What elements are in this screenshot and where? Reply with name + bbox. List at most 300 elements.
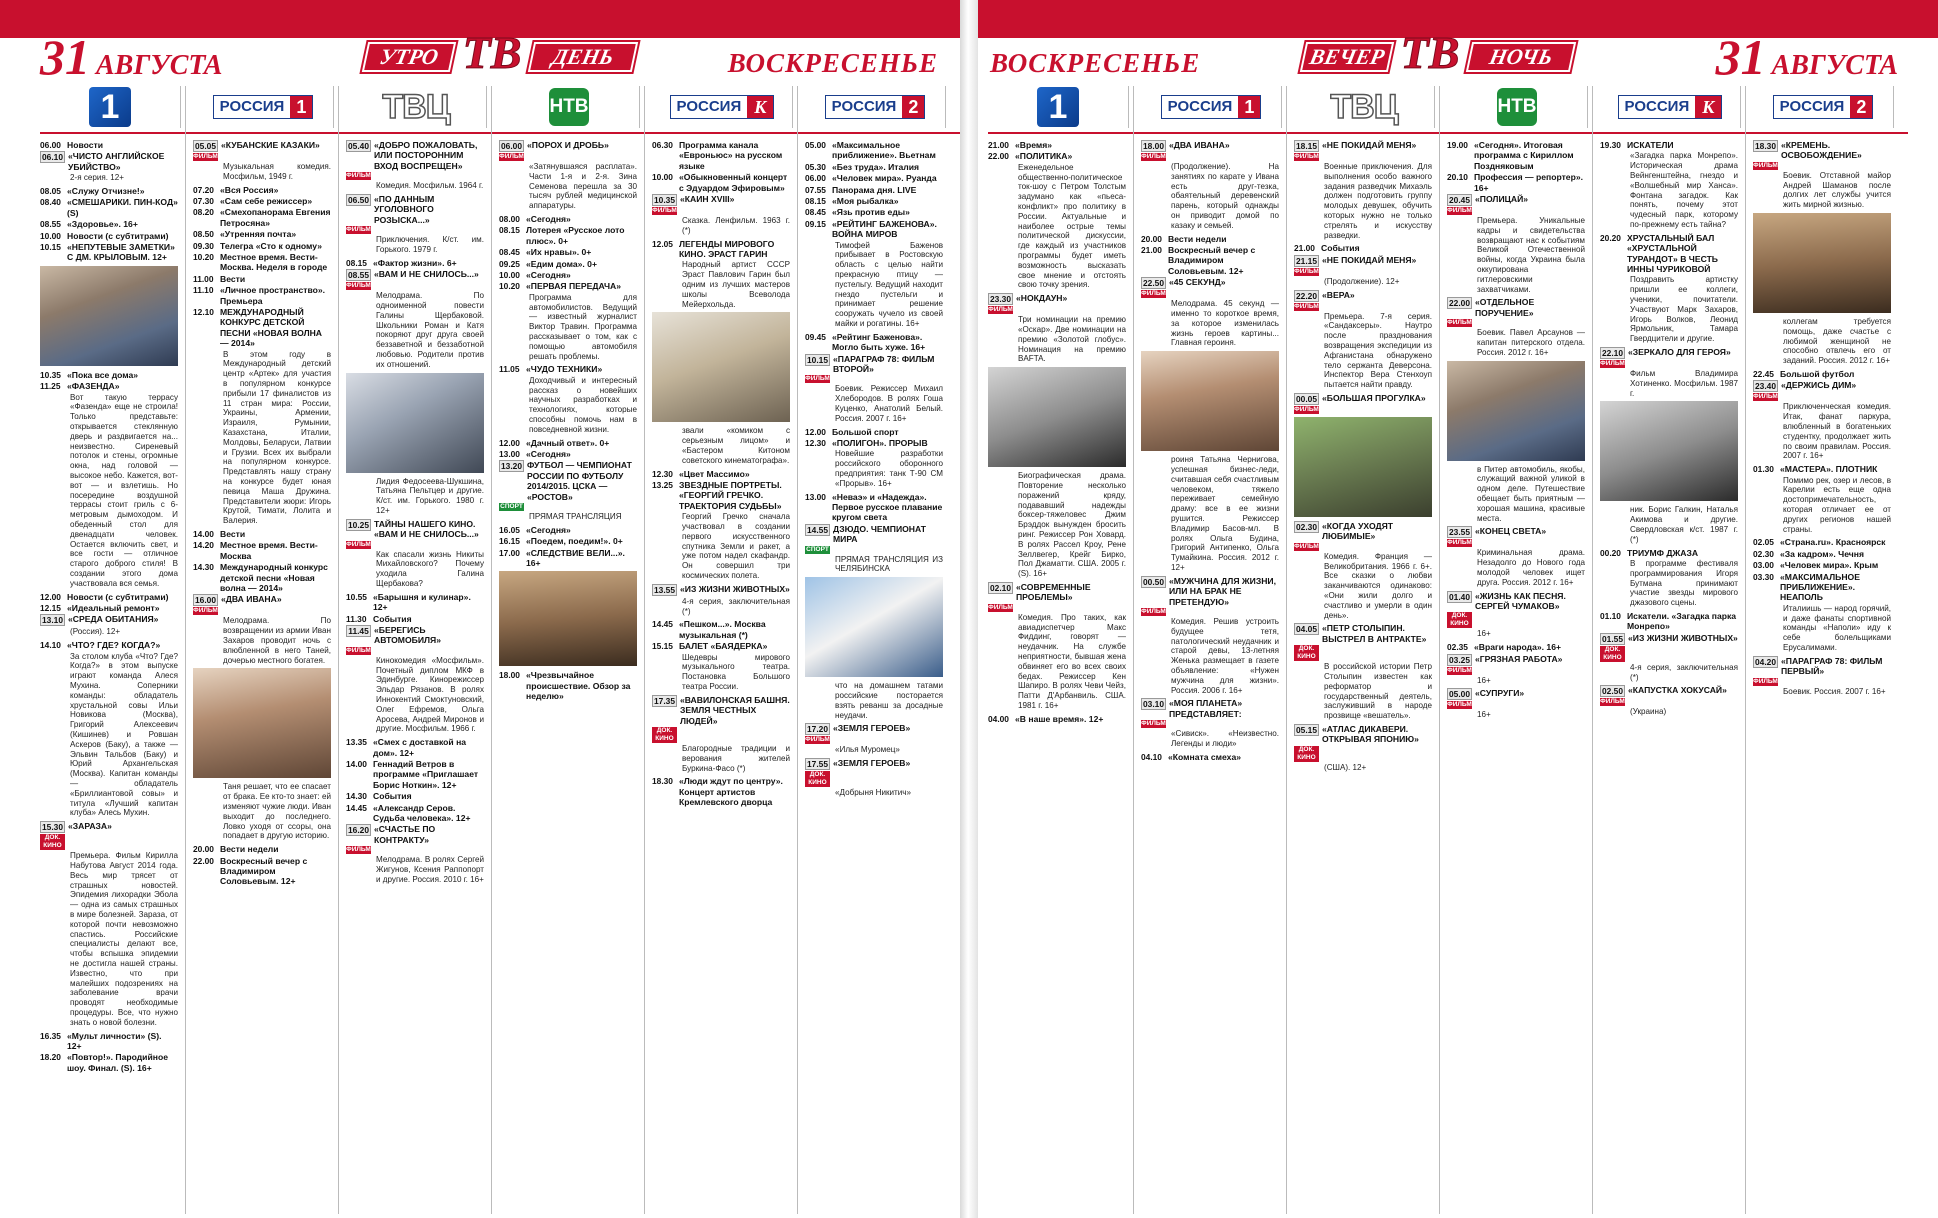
program-title — [1321, 243, 1432, 253]
program-listing — [1294, 290, 1432, 302]
program-genre-badge: ФИЛЬМ — [1753, 677, 1778, 685]
program-description: Боевик. Отставной майор Андрей Шаманов после долгих лет службы учится жить мирной жизнью. — [1783, 170, 1891, 210]
program-time — [652, 695, 677, 707]
program-listing — [1294, 255, 1432, 267]
column-divider — [644, 86, 645, 1214]
section-logo — [1303, 27, 1573, 78]
program-time-value: 15.30 — [42, 822, 63, 833]
program-description: 16+ — [1477, 675, 1491, 685]
program-time-value: 13.20 — [501, 461, 522, 472]
tvc-mark: ТВЦ — [382, 87, 450, 126]
program-listing — [346, 614, 484, 624]
program-time — [499, 460, 524, 472]
program-title-text: Программа канала «Евроньюс» на русском языке — [679, 140, 783, 171]
program-title-text: «Повтор!». Пародийное шоу. Финал. (S). 16+ — [67, 1052, 168, 1073]
program-genre-badge: ФИЛЬМ — [1447, 701, 1472, 709]
program-title — [527, 460, 637, 502]
russia-mark — [1618, 95, 1723, 119]
program-title — [1322, 393, 1432, 405]
program-listing — [193, 562, 331, 593]
program-description: Биографическая драма. Повторение несколько поражений кряду, подававший надежды боксер-тяжеловес Джим Брэддок вынужден бросить ринг. Режиссер Рон Ховард. В ролях Рассел Кроу, Рене Зеллвегер, Крейг Бирко, Пол Джаматти. США. 2005 г. (S). 16+ — [1018, 471, 1126, 579]
program-time-value: 12.30 — [652, 468, 673, 479]
program-listing — [1447, 140, 1585, 171]
program-title-text: ТРИУМФ ДЖАЗА — [1627, 547, 1699, 558]
russia-1-logo-icon — [213, 95, 314, 119]
program-genre-badge: ДОК. КИНО — [652, 727, 677, 743]
program-title — [374, 194, 484, 225]
program-listing — [1600, 548, 1738, 558]
program-time-value: 08.15 — [805, 196, 826, 207]
program-listing — [805, 332, 943, 353]
program-listing — [499, 270, 637, 280]
program-time-value: 14.30 — [193, 562, 214, 573]
column-divider — [1745, 86, 1746, 1214]
program-title-text: Искатели. «Загадка парка Монрепо» — [1627, 610, 1737, 632]
russia-number: 2 — [1850, 96, 1872, 118]
program-time-value: 16.15 — [499, 536, 520, 547]
program-title-text: «ПО ДАННЫМ УГОЛОВНОГО РОЗЫСКА...» — [374, 194, 435, 225]
program-time — [499, 525, 526, 535]
program-listing — [1447, 172, 1585, 193]
program-title-text: «СУПРУГИ» — [1475, 688, 1525, 699]
program-genre-badge: ФИЛЬМ — [1447, 666, 1472, 674]
program-title — [374, 269, 484, 281]
program-time-value: 18.30 — [1755, 141, 1776, 151]
russia-word: РОССИЯ — [1619, 96, 1696, 118]
program-time — [499, 259, 526, 269]
program-listing — [1141, 576, 1279, 607]
ntv-mark: НТВ — [1497, 88, 1537, 126]
program-title-text: «За кадром». Чечня — [1780, 548, 1864, 559]
program-genre-badge: ФИЛЬМ — [1141, 720, 1166, 728]
program-description: Помимо рек, озер и лесов, в Карелии есть еще одна достопримечательность, которая отличает ее от других регионов нашей страны. — [1783, 475, 1891, 534]
program-genre-badge: ФИЛЬМ — [1294, 302, 1319, 310]
russia-mark — [1773, 95, 1874, 119]
program-time-value: 12.00 — [40, 591, 61, 602]
program-title — [1781, 656, 1891, 677]
program-title — [220, 529, 331, 539]
program-description: Фильм Владимира Хотиненко. Мосфильм. 1987 г. — [1630, 368, 1738, 398]
program-time-value: 22.00 — [1449, 298, 1470, 309]
program-time — [805, 162, 832, 172]
program-time-value: 21.00 — [988, 140, 1009, 150]
program-time-value: 23.40 — [1755, 381, 1776, 392]
program-title — [833, 524, 943, 545]
program-title-text: Большой спорт — [832, 426, 899, 437]
program-time — [805, 196, 832, 206]
program-time — [499, 247, 526, 257]
program-title — [832, 438, 943, 448]
program-title-text: «Едим дома». 0+ — [526, 258, 597, 269]
program-time-value: 05.00 — [1449, 689, 1470, 700]
program-title-text: «Личное пространство». Премьера — [220, 285, 326, 306]
program-listing — [1447, 591, 1585, 612]
column-divider — [491, 86, 492, 1214]
program-title-text: «Человек мира». Руанда — [832, 173, 937, 184]
program-title — [220, 196, 331, 206]
program-genre-badge: ФИЛЬМ — [1753, 393, 1778, 401]
program-listing — [1600, 347, 1738, 359]
channel-header-cell — [346, 86, 487, 128]
program-title-text: «Идеальный ремонт» — [67, 603, 160, 614]
program-time-value: 06.00 — [40, 140, 61, 150]
program-time — [1753, 656, 1778, 668]
program-listing — [499, 247, 637, 257]
program-title — [220, 252, 331, 273]
program-description: ник. Борис Галкин, Наталья Акимова и другие. Свердловская к/ст. 1987 г. (*) — [1630, 505, 1738, 544]
program-time — [652, 194, 677, 206]
channel-schedule-column — [193, 140, 331, 1215]
program-photo — [346, 373, 484, 473]
program-time-value: 09.45 — [805, 331, 826, 342]
program-time — [1447, 642, 1474, 652]
program-time-value: 06.50 — [348, 195, 369, 206]
program-listing — [1294, 623, 1432, 644]
program-title — [1781, 380, 1891, 392]
program-listing — [40, 603, 178, 613]
program-time-value: 11.00 — [193, 273, 214, 284]
channel-schedule-column — [499, 140, 637, 1215]
program-time-value: 10.35 — [40, 369, 61, 380]
program-title-text: «ПАРАГРАФ 78: ФИЛЬМ ВТОРОЙ» — [833, 353, 935, 375]
program-title-text: «ЧИСТО АНГЛИЙСКОЕ УБИЙСТВО» — [68, 151, 165, 172]
program-time — [1447, 140, 1474, 171]
program-photo — [1753, 213, 1891, 313]
program-time — [1141, 234, 1168, 244]
program-time-value: 11.05 — [499, 364, 520, 375]
program-time-value: 21.00 — [1294, 243, 1315, 254]
program-time-value: 23.55 — [1449, 527, 1470, 538]
program-time-value: 01.10 — [1600, 610, 1621, 621]
program-time — [346, 592, 373, 613]
program-time-value: 08.15 — [346, 257, 367, 268]
program-genre-badge: ФИЛЬМ — [346, 540, 371, 548]
program-time-value: 11.45 — [348, 626, 369, 637]
program-listing — [1294, 724, 1432, 745]
program-time — [40, 219, 67, 229]
program-description: Военные приключения. Для выполнения особо важного задания разведчик Михаэль должен подготовить группу молодых девушек, обучить которых нужно не только стрелять и искусству разведки. — [1324, 162, 1432, 240]
program-time-value: 08.15 — [499, 225, 520, 236]
channel-schedule-column — [1753, 140, 1891, 1215]
program-time-value: 08.20 — [193, 207, 214, 218]
program-description: Мелодрама. 45 секунд — именно то короткое время, за которое изменилась жизнь героев картины... Главная героиня. — [1171, 299, 1279, 348]
program-listing — [652, 469, 790, 479]
program-time-value: 02.50 — [1602, 686, 1623, 697]
program-listing — [499, 670, 637, 701]
program-title-text: «СРЕДА ОБИТАНИЯ» — [68, 614, 159, 625]
program-time — [805, 219, 832, 240]
program-time-value: 18.20 — [40, 1052, 61, 1063]
program-time-value: 18.30 — [652, 776, 673, 787]
program-time-value: 21.00 — [1141, 244, 1162, 255]
program-title-text: «Мульт личности» (S). 12+ — [67, 1030, 162, 1051]
program-time — [805, 524, 830, 536]
program-time — [1141, 277, 1166, 289]
program-photo — [1447, 361, 1585, 461]
program-time — [346, 791, 373, 801]
section-logo-tv: ТВ — [462, 27, 522, 78]
program-description: В программе фестиваля программирования Игоря Бутмана принимают участие звезды мирового джазового сцены. — [1630, 558, 1738, 608]
program-title — [679, 239, 790, 260]
program-time — [805, 354, 830, 366]
program-listing — [1600, 685, 1738, 697]
program-title-text: «ЗЕМЛЯ ГЕРОЕВ» — [833, 758, 911, 769]
program-listing — [652, 584, 790, 596]
program-genre-badge: ФИЛЬМ — [346, 226, 371, 234]
program-title — [1474, 140, 1585, 171]
program-title-text: «ВАМ И НЕ СНИЛОСЬ...» — [374, 269, 479, 280]
program-title — [67, 1052, 178, 1073]
program-title — [373, 803, 484, 824]
program-title-text: Телегра «Сто к одному» — [220, 240, 323, 251]
program-time — [805, 207, 832, 217]
program-title — [833, 723, 943, 735]
program-listing — [1753, 380, 1891, 392]
program-listing — [1141, 245, 1279, 276]
program-listing — [1141, 752, 1279, 762]
program-title — [526, 525, 637, 535]
program-time — [805, 492, 832, 523]
program-description: Благородные традиции и верования жителей Буркина-Фасо (*) — [682, 744, 790, 773]
program-title — [220, 229, 331, 239]
program-time-value: 07.30 — [193, 196, 214, 206]
program-time-value: 14.10 — [40, 640, 61, 651]
program-listing — [40, 370, 178, 380]
right-page — [978, 0, 1938, 1218]
program-time — [499, 438, 526, 448]
program-title-text: «ИЗ ЖИЗНИ ЖИВОТНЫХ» — [680, 583, 790, 594]
program-title — [67, 603, 178, 613]
program-listing — [40, 242, 178, 263]
program-title-text: «Вся Россия» — [220, 184, 279, 195]
program-title-text: «СЧАСТЬЕ ПО КОНТРАКТУ» — [374, 824, 436, 845]
program-title — [526, 364, 637, 374]
program-title — [373, 737, 484, 758]
program-time — [193, 207, 220, 228]
program-title-text: «Враги народа». 16+ — [1474, 642, 1561, 653]
program-time — [499, 536, 526, 546]
program-description: (Продолжение). На занятиях по карате у Ивана есть друг-тезка, обаятельный деревенский парень, который однажды он приводит домой по казаку и семьей. — [1171, 162, 1279, 230]
program-title-text: «КУБАНСКИЕ КАЗАКИ» — [221, 140, 320, 150]
program-title — [1016, 582, 1126, 603]
column-divider — [338, 86, 339, 1214]
program-time — [988, 140, 1015, 150]
program-time — [1600, 685, 1625, 697]
program-genre-badge: ДОК. КИНО — [40, 834, 65, 850]
program-time-value: 05.05 — [195, 141, 216, 151]
program-listing — [1447, 194, 1585, 206]
program-description: Комедия. Про таких, как авиадиспетчер Макс Фиддинг, говорят — неудачник. На службе неприятности, бывшая жена обвиняет его во всех своих бедах. Режиссер Кен Шапиро. В ролях Чеви Чейз, Патти Д'Арбанвиль. США. 1981 г. 16+ — [1018, 612, 1126, 710]
program-description: Комедия. Мосфильм. 1964 г. — [376, 181, 484, 191]
program-photo — [988, 367, 1126, 467]
program-time — [988, 151, 1015, 161]
program-title-text: «БЕРЕГИСЬ АВТОМОБИЛЯ» — [374, 625, 441, 646]
program-title — [526, 449, 637, 459]
program-title — [679, 480, 790, 511]
program-time — [193, 274, 220, 284]
program-time — [1600, 548, 1627, 558]
program-title — [1628, 347, 1738, 359]
program-time — [40, 242, 67, 263]
program-title — [67, 242, 178, 263]
program-listing — [988, 582, 1126, 603]
program-genre-badge: ФИЛЬМ — [805, 736, 830, 744]
program-time-value: 23.30 — [990, 294, 1011, 305]
program-listing — [1753, 560, 1891, 570]
program-time — [499, 225, 526, 246]
program-title — [220, 562, 331, 593]
program-listing — [1447, 642, 1585, 652]
program-title-text: «ЗЕРКАЛО ДЛЯ ГЕРОЯ» — [1628, 346, 1731, 357]
program-time-value: 06.30 — [652, 140, 673, 150]
program-genre-badge: ФИЛЬМ — [193, 607, 218, 615]
day-name: ВОСКРЕСЕНЬЕ — [990, 48, 1201, 78]
program-time-value: 12.00 — [499, 437, 520, 448]
program-listing — [499, 438, 637, 448]
program-time-value: 14.45 — [346, 802, 367, 813]
program-time — [1447, 172, 1474, 193]
program-listing — [1753, 140, 1891, 161]
channel-header-cell — [193, 86, 334, 128]
program-title-text: «СЛЕДСТВИЕ ВЕЛИ...». 16+ — [526, 547, 625, 569]
program-title-text: «Чрезвычайное происшествие. Обзор за неделю» — [526, 670, 631, 702]
program-time-value: 17.35 — [654, 695, 675, 706]
program-listing — [1447, 688, 1585, 700]
program-title-text: «ДОБРО ПОЖАЛОВАТЬ, ИЛИ ПОСТОРОННИМ ВХОД ВОСПРЕЩЕН» — [374, 140, 478, 171]
program-time-value: 11.25 — [40, 381, 61, 392]
program-description: Программа для автомобилистов. Ведущий — известный журналист Виктор Травин. Программа рассказывает о том, как с помощью автомобиля решать проблемы. — [529, 292, 637, 361]
program-description: коллегам требуется помощь, даже счастье с любимой женщиной не способно отвлечь его от заданий. Россия. 2012 г. 16+ — [1783, 317, 1891, 366]
program-time-value: 10.20 — [499, 281, 520, 292]
program-time-value: 03.30 — [1753, 571, 1774, 582]
program-time — [652, 619, 679, 640]
program-time-value: 08.00 — [499, 213, 520, 224]
channel-logo-row — [988, 86, 1908, 128]
program-title-text: «ЧТО? ГДЕ? КОГДА?» — [67, 640, 161, 651]
program-photo — [499, 571, 637, 666]
program-title — [1475, 654, 1585, 666]
program-title-text: ТАЙНЫ НАШЕГО КИНО. «ВАМ И НЕ СНИЛОСЬ...» — [374, 518, 479, 540]
program-title — [1322, 623, 1432, 644]
program-time-value: 13.25 — [652, 480, 673, 491]
program-time-value: 20.45 — [1449, 195, 1470, 206]
program-time — [805, 185, 832, 195]
program-listing — [193, 140, 331, 152]
tvc-mark: ТВЦ — [1330, 87, 1398, 126]
program-title — [526, 270, 637, 280]
program-listing — [193, 252, 331, 273]
day-name: ВОСКРЕСЕНЬЕ — [727, 48, 938, 78]
program-title — [832, 185, 943, 195]
program-listing — [805, 438, 943, 448]
program-genre-badge: ФИЛЬМ — [346, 646, 371, 654]
program-genre-badge: ФИЛЬМ — [346, 172, 371, 180]
program-time-value: 09.15 — [805, 218, 826, 229]
program-time-value: 12.05 — [652, 238, 673, 249]
program-title-text: «ЗЕМЛЯ ГЕРОЕВ» — [833, 723, 911, 734]
program-listing — [652, 172, 790, 193]
program-title-text: ЗВЕЗДНЫЕ ПОРТРЕТЫ. «ГЕОРГИЙ ГРЕЧКО. ТРАЕКТОРИЯ СУДЬБЫ» — [679, 480, 782, 511]
program-time — [1294, 140, 1319, 152]
program-time — [1294, 393, 1319, 405]
program-time-value: 18.15 — [1296, 141, 1317, 151]
program-title-text: «Язь против еды» — [832, 207, 910, 218]
program-title-text: «Рейтинг Баженова». Могло быть хуже. 16+ — [832, 331, 926, 353]
program-time-value: 02.35 — [1447, 642, 1468, 653]
program-photo — [1141, 351, 1279, 451]
program-description: «Добрыня Никитич» — [835, 788, 912, 798]
program-title — [67, 592, 178, 602]
program-listing — [40, 197, 178, 218]
russia-number: 1 — [1238, 96, 1260, 118]
program-genre-badge: ФИЛЬМ — [1294, 542, 1319, 550]
russia-word: РОССИЯ — [671, 96, 748, 118]
program-title — [1628, 633, 1738, 645]
program-title-text: «Александр Серов. Судьба человека». 12+ — [373, 802, 471, 824]
program-time — [1141, 140, 1166, 152]
program-title — [1474, 172, 1585, 193]
program-title-text: Воскресный вечер с Владимиром Соловьевым. 12+ — [1168, 244, 1256, 276]
program-listing — [193, 540, 331, 561]
program-listing — [1753, 549, 1891, 559]
section-logo-left: УТРО — [362, 42, 456, 72]
program-time-value: 10.20 — [193, 252, 214, 263]
program-time — [805, 427, 832, 437]
program-time-value: 01.55 — [1602, 633, 1623, 644]
program-title-text: «Здоровье». 16+ — [67, 219, 138, 230]
program-title-text: События — [373, 791, 412, 802]
program-title — [679, 140, 790, 171]
program-listing — [652, 239, 790, 260]
program-time-value: 08.55 — [40, 219, 61, 230]
program-title-text: Вести — [220, 273, 246, 284]
program-title-text: Вести недели — [1168, 233, 1227, 244]
program-time — [193, 562, 220, 593]
program-listing — [40, 381, 178, 391]
program-description: Тимофей Баженов прибывает в Ростовскую область с целью найти прекрасную птицу — пустельгу. Ведущий находит гнездо пустельги и принимает решение сооружать чучело из своей майки и рогатины. 16+ — [835, 240, 943, 329]
program-title-text: ДЗЮДО. ЧЕМПИОНАТ МИРА — [833, 523, 927, 545]
program-description: Приключенческая комедия. Итак, фанат паркура, влюбленный в богатеньких студентку, продолжает жить по своим правилам. Россия. 2007 г. 16+ — [1783, 402, 1891, 461]
program-time — [40, 370, 67, 380]
program-genre-badge: ФИЛЬМ — [988, 306, 1013, 314]
program-title — [67, 197, 178, 218]
program-title — [68, 151, 178, 172]
program-time-value: 19.30 — [1600, 140, 1621, 150]
program-title-text: «МУЖЧИНА ДЛЯ ЖИЗНИ, ИЛИ НА БРАК НЕ ПРЕТЕНДУЮ» — [1169, 575, 1276, 607]
program-time — [652, 469, 679, 479]
program-title — [679, 776, 790, 807]
program-title-text: «ФАЗЕНДА» — [67, 381, 120, 392]
program-listing — [988, 293, 1126, 305]
program-description: Новейшие разработки российского оборонного предприятия: танк Т-90 СМ «Прорыв». 16+ — [835, 449, 943, 488]
program-time — [805, 758, 830, 770]
program-title-text: «КОГДА УХОДЯТ ЛЮБИМЫЕ» — [1322, 520, 1394, 542]
program-time — [346, 759, 373, 790]
program-listing — [805, 524, 943, 545]
program-listing — [652, 641, 790, 651]
program-time — [1753, 369, 1780, 379]
program-time — [193, 540, 220, 561]
program-listing — [346, 269, 484, 281]
program-title — [832, 219, 943, 240]
program-time — [1447, 194, 1472, 206]
program-time — [346, 737, 373, 758]
program-time-value: 02.30 — [1296, 521, 1317, 532]
program-title-text: «БОЛЬШАЯ ПРОГУЛКА» — [1322, 392, 1426, 403]
program-listing — [1294, 243, 1432, 253]
program-title — [526, 225, 637, 246]
program-title-text: ХРУСТАЛЬНЫЙ БАЛ «ХРУСТАЛЬНОЙ ТУРАНДОТ» В ЧЕСТЬ ИННЫ ЧУРИКОВОЙ — [1627, 232, 1718, 274]
